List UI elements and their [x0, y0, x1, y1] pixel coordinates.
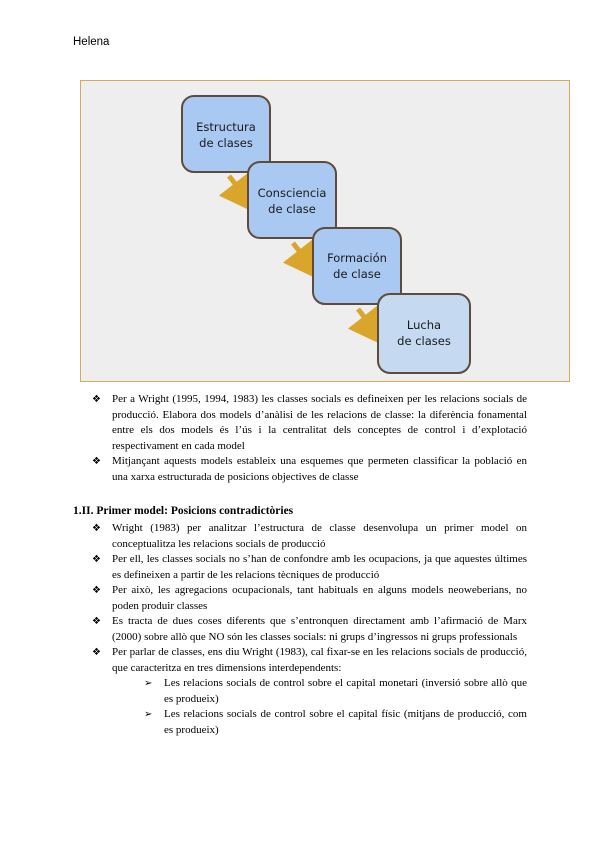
list-item	[92, 454, 527, 485]
label-line: Estructura	[196, 120, 256, 134]
diamond-bullet-icon: ❖	[92, 523, 101, 534]
list-item	[92, 645, 527, 738]
bullet-text: Es tracta de dues coses diferents que s’entronquen directament amb l’afirmació de Marx (2000) sobre allò que NO són les classes socials: ni grups d’ingressos ni grups professionals	[112, 615, 527, 643]
diamond-bullet-icon: ❖	[92, 554, 101, 565]
bullet-text: Les relacions socials de control sobre el capital físic (mitjans de producció, com es produeix)	[164, 708, 527, 736]
list-item	[92, 552, 527, 583]
box-label-estructura	[196, 119, 256, 151]
box-label-formacion	[327, 250, 387, 282]
diamond-bullet-icon: ❖	[92, 585, 101, 596]
diamond-bullet-icon: ❖	[92, 616, 101, 627]
section-heading: 1.II. Primer model: Posicions contradictòries	[73, 505, 294, 517]
label-line: de clases	[199, 136, 253, 150]
label-line: de clase	[333, 267, 381, 281]
bullet-text: Per parlar de classes, ens diu Wright (1983), cal fixar-se en les relacions socials de producció, que caracteritza en tres dimensions interdependents:	[112, 646, 527, 674]
arrow-2	[293, 243, 311, 266]
diamond-bullet-icon: ❖	[92, 394, 101, 405]
label-line: Lucha	[406, 318, 442, 332]
intro-bullet-list	[92, 392, 527, 485]
bullet-text: Wright (1983) per analitzar l’estructura de classe desenvolupa un primer model on conceptualitza les relacions socials de producció	[112, 522, 527, 550]
header-author: Helena	[73, 36, 110, 48]
arrow-bullet-icon: ➢	[144, 709, 153, 720]
bullet-text: Mitjançant aquests models estableix una esquemes que permeten classificar la població en una xarxa estructurada de posicions objectives de classe	[112, 455, 527, 483]
sub-bullet-list	[112, 676, 527, 738]
class-process-diagram	[80, 80, 570, 382]
arrow-bullet-icon: ➢	[144, 678, 153, 689]
label-line: Consciencia	[257, 186, 327, 200]
bullet-text: Per ell, les classes socials no s’han de confondre amb les ocupacions, ja que aquestes últimes es defineixen a partir de les relacions tècniques de producció	[112, 553, 527, 581]
list-item	[92, 583, 527, 614]
arrow-3	[358, 309, 376, 332]
diagram-canvas	[81, 81, 571, 383]
diamond-bullet-icon: ❖	[92, 647, 101, 658]
bullet-text: Les relacions socials de control sobre el capital monetari (inversió sobre allò que es produeix)	[164, 677, 527, 705]
list-item	[144, 707, 527, 738]
list-item	[144, 676, 527, 707]
arrow-1	[229, 176, 247, 199]
label-line: de clases	[397, 334, 451, 348]
label-line: Formación	[327, 251, 387, 265]
list-item	[92, 392, 527, 454]
bullet-text: Per a Wright (1995, 1994, 1983) les classes socials es defineixen per les relacions socials de producció. Elabora dos models d’anàlisi de les relacions de classe: la diferència fonamental entre els dos models és l’ús i la centralitat dels conceptes de control i d’explotació respectivament en cada model	[112, 393, 527, 452]
bullet-text: Per això, les agregacions ocupacionals, tant habituals en alguns models neoweberians, no poden produir classes	[112, 584, 527, 612]
box-label-lucha	[397, 317, 451, 349]
section-bullet-list	[92, 521, 527, 738]
list-item	[92, 614, 527, 645]
diamond-bullet-icon: ❖	[92, 456, 101, 467]
list-item	[92, 521, 527, 552]
label-line: de clase	[268, 202, 316, 216]
box-label-consciencia	[258, 185, 327, 217]
